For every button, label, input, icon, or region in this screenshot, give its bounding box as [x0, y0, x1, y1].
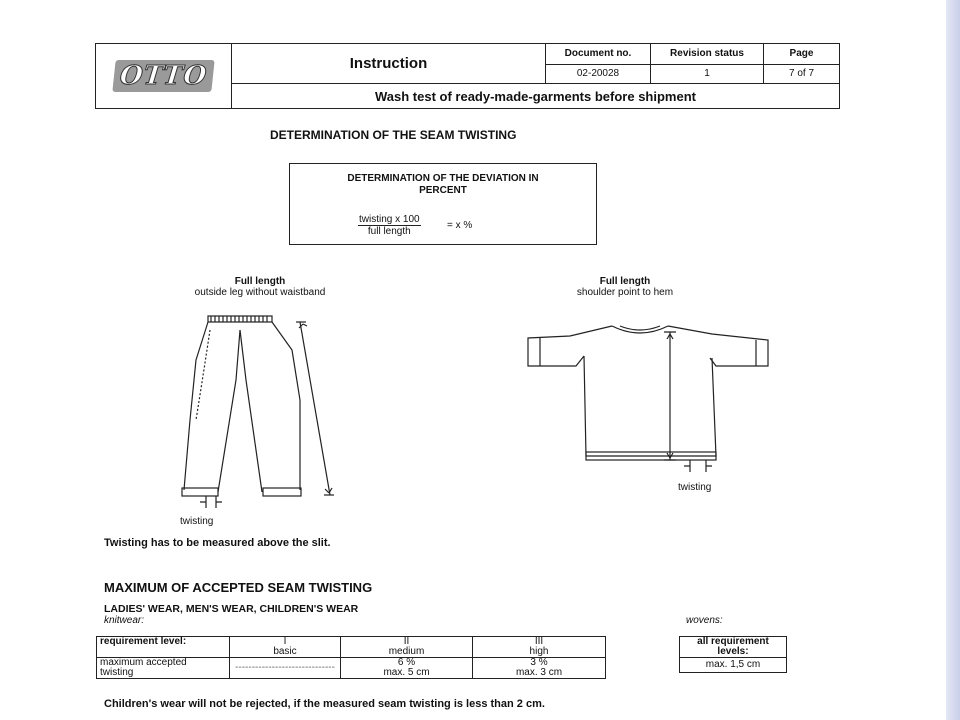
formula-title-line2: PERCENT — [419, 185, 467, 196]
formula-title-line1: DETERMINATION OF THE DEVIATION IN — [347, 173, 539, 184]
formula-numerator: twisting x 100 — [359, 214, 420, 225]
formula-denominator: full length — [367, 226, 411, 237]
doc-title: Instruction — [232, 44, 546, 84]
level-basic-value: ------------------------------ — [230, 658, 341, 679]
level-medium-value: 6 % max. 5 cm — [341, 658, 473, 679]
table-row — [97, 637, 606, 658]
requirement-level-label: requirement level: — [97, 637, 230, 658]
max-twisting-label: maximum accepted twisting — [97, 658, 230, 679]
trousers-title: Full length — [234, 276, 286, 287]
trousers-twisting-label: twisting — [180, 516, 214, 527]
level-high-header: III high — [473, 637, 606, 658]
revision-value: 1 — [704, 68, 710, 79]
table-row — [680, 637, 787, 658]
level-medium-header: II medium — [341, 637, 473, 658]
level-basic-header: I basic — [230, 637, 341, 658]
wovens-value: max. 1,5 cm — [680, 658, 787, 673]
shirt-desc: shoulder point to hem — [576, 287, 674, 298]
wovens-label: wovens: — [686, 615, 723, 626]
doc-subtitle: Wash test of ready-made-garments before shipment — [375, 88, 696, 104]
doc-number-label: Document no. — [546, 44, 650, 65]
wovens-header: all requirement levels: — [680, 637, 787, 658]
knitwear-requirements-table — [96, 636, 606, 679]
seam-heading: DETERMINATION OF THE SEAM TWISTING — [270, 128, 517, 142]
wovens-requirements-table — [679, 636, 787, 673]
trousers-desc: outside leg without waistband — [194, 287, 326, 298]
revision-label: Revision status — [651, 44, 763, 65]
page-value: 7 of 7 — [788, 68, 815, 79]
maximum-heading: MAXIMUM OF ACCEPTED SEAM TWISTING — [104, 580, 373, 595]
table-row — [97, 658, 606, 679]
shirt-twisting-label: twisting — [678, 482, 712, 493]
tshirt-drawing — [528, 326, 768, 460]
wear-categories: LADIES' WEAR, MEN'S WEAR, CHILDREN'S WEAR — [104, 603, 359, 615]
otto-logo: OTTO — [112, 60, 214, 92]
page-label: Page — [764, 44, 839, 65]
doc-number-value: 02-20028 — [576, 68, 620, 79]
shirt-title: Full length — [599, 276, 651, 287]
measurement-note: Twisting has to be measured above the slit. — [104, 537, 331, 549]
childrens-wear-note: Children's wear will not be rejected, if the measured seam twisting is less than 2 cm. — [104, 698, 545, 710]
formula-equals: = x % — [447, 220, 473, 231]
knitwear-label: knitwear: — [104, 615, 145, 626]
level-high-value: 3 % max. 3 cm — [473, 658, 606, 679]
tshirt-measure-arrow — [664, 332, 712, 472]
trousers-drawing — [182, 316, 301, 496]
table-row — [680, 658, 787, 673]
